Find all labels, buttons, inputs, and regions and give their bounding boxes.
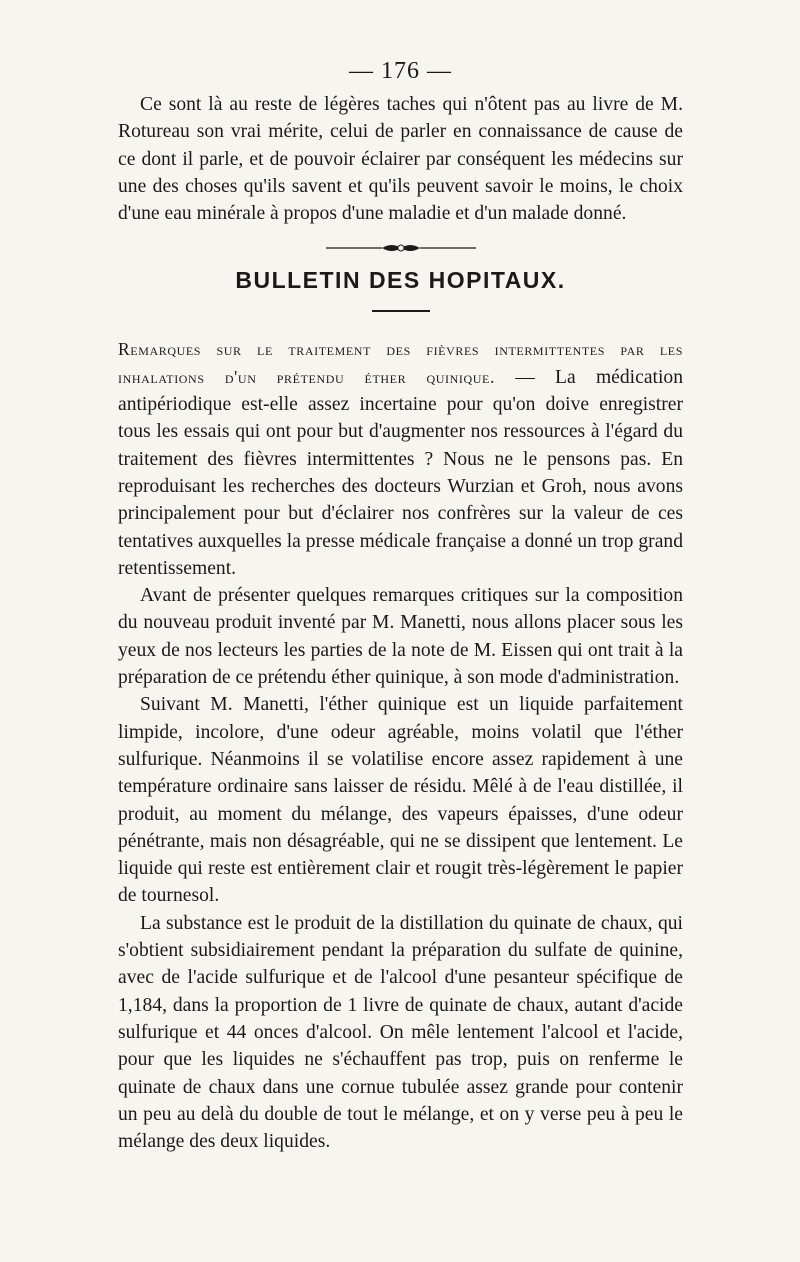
book-page <box>118 58 683 1155</box>
article-title: Remarques sur le traitement des fièvres intermittentes par les inhalations d'un prétendu éther quinique. <box>118 339 683 387</box>
page-number: — 176 — <box>349 58 452 84</box>
section-heading: BULLETIN DES HOPITAUX. <box>235 267 566 294</box>
article-lead-text: — La médication antipériodique est-elle assez incertaine pour qu'on doive enregistrer tous les essais qui ont pour but d'augmenter nos ressources à l'égard du traitement des fièvres intermittentes ? Nous ne le pensons pas. En reproduisant les recherches des docteurs Wurzian et Groh, nous avons principalement pour but d'éclairer nos confrères sur la valeur de ces tentatives auxquelles la presse médicale française a donné un trop grand retentissement. <box>118 366 683 579</box>
heading-rule <box>372 310 430 312</box>
article-paragraph-2: Suivant M. Manetti, l'éther quinique est un liquide parfaitement limpide, incolore, d'une odeur agréable, moins volatil que l'éther sulfurique. Néanmoins il se volatilise encore assez rapidement à une température ordinaire sans laisser de résidu. Mêlé à de l'eau distillée, il produit, au moment du mélange, des vapeurs épaisses, d'une odeur pénétrante, mais non désagréable, qui ne se dissipent que lentement. Le liquide qui reste est entièrement clair et rougit très-légèrement le papier de tournesol. <box>118 694 683 907</box>
article-paragraph-3: La substance est le produit de la distillation du quinate de chaux, qui s'obtient subsidiairement pendant la préparation du sulfate de quinine, avec de l'acide sulfurique et de l'alcool d'une pesanteur spécifique de 1,184, dans la proportion de 1 livre de quinate de chaux, autant d'acide sulfurique et 44 onces d'alcool. On mêle lentement l'alcool et l'acide, pour que les liquides ne s'échauffent pas trop, puis on renferme le quinate de chaux dans une cornue tubulée assez grande pour contenir un peu au delà du double de tout le mélange, et on y verse peu à peu le mélange des deux liquides. <box>118 912 683 1153</box>
intro-paragraph: Ce sont là au reste de légères taches qui n'ôtent pas au livre de M. Rotureau son vrai mérite, celui de parler en connaissance de cause de ce dont il parle, et de pouvoir éclairer par conséquent les médecins sur une des choses qu'ils savent et qu'ils peuvent savoir le moins, le choix d'une eau minérale à propos d'une maladie et d'un malade donné. <box>118 94 683 225</box>
article-paragraph-1: Avant de présenter quelques remarques critiques sur la composition du nouveau produit inventé par M. Manetti, nous allons placer sous les yeux de nos lecteurs les parties de la note de M. Eissen qui ont trait à la préparation de ce prétendu éther quinique, à son mode d'administration. <box>118 585 683 689</box>
section-divider-ornament <box>326 241 476 255</box>
article-lead-paragraph <box>118 336 683 582</box>
